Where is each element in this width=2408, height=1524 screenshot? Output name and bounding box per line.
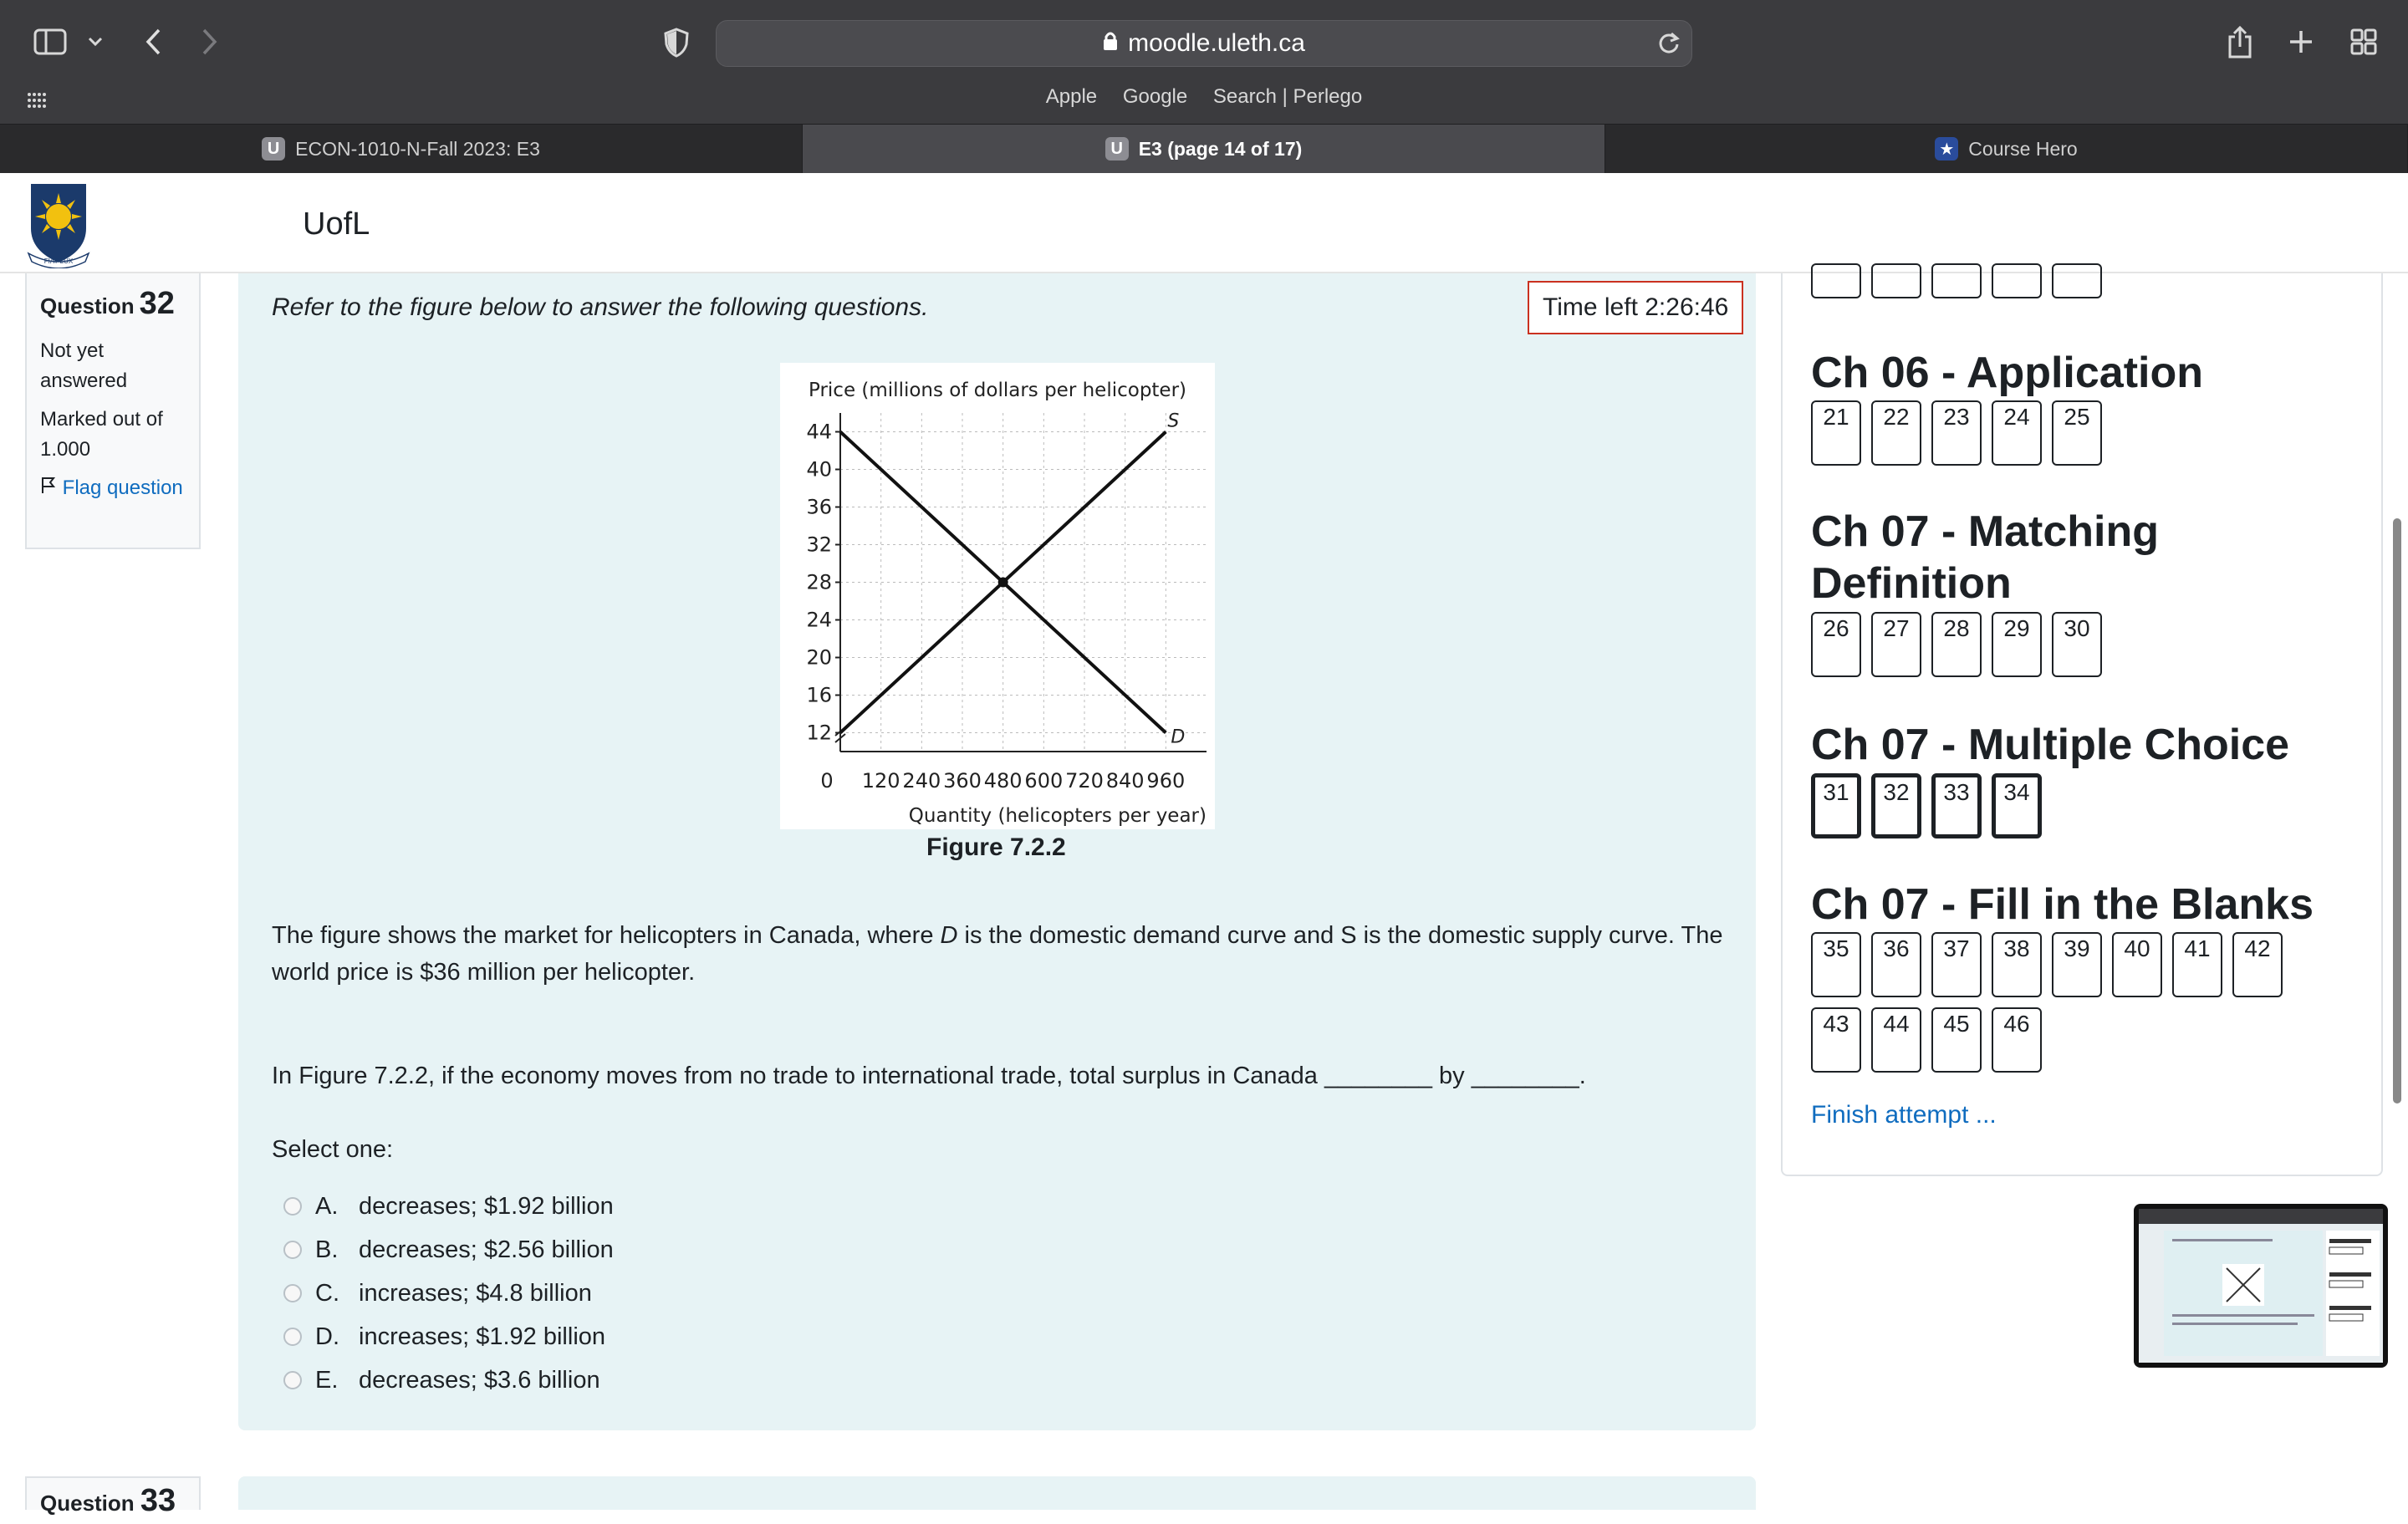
quiz-nav-button[interactable] — [1871, 263, 1921, 298]
quiz-nav-button-35[interactable]: 35 — [1811, 932, 1861, 997]
next-question-info-panel — [25, 1476, 201, 1518]
reload-icon[interactable] — [1658, 31, 1680, 61]
section-ch06-application: Ch 06 - Application — [1811, 349, 2203, 397]
quiz-nav-button-39[interactable]: 39 — [2052, 932, 2102, 997]
y-tick-label: 44 — [806, 420, 832, 444]
new-tab-icon[interactable] — [2288, 27, 2314, 57]
tab-course-hero[interactable] — [1605, 125, 2408, 173]
section-ch07-multiple-choice: Ch 07 - Multiple Choice — [1811, 721, 2290, 769]
screenshot-thumbnail-preview[interactable] — [2134, 1204, 2388, 1368]
browser-chrome — [0, 0, 2408, 173]
question-description: The figure shows the market for helicopters in Canada, where D is the domestic demand curve and S is the domestic supply curve. The world price is $36 million per helicopter. — [272, 922, 1723, 986]
uleth-crest-logo[interactable] — [25, 178, 92, 268]
question-number: Question 32 — [40, 286, 175, 321]
tab-bar — [0, 124, 2408, 173]
quiz-nav-button-21[interactable]: 21 — [1811, 400, 1861, 466]
x-tick-label: 600 — [1024, 769, 1064, 793]
uleth-favicon-icon: U — [262, 137, 285, 161]
quiz-nav-button-42[interactable]: 42 — [2232, 932, 2283, 997]
x-tick-label: 840 — [1105, 769, 1145, 793]
forward-icon[interactable] — [197, 25, 222, 59]
quiz-nav-button-32[interactable]: 32 — [1871, 773, 1921, 838]
quiz-nav-button-27[interactable]: 27 — [1871, 612, 1921, 677]
x-tick-label: 120 — [861, 769, 900, 793]
demand-label: D — [1171, 726, 1186, 748]
answer-options — [283, 1185, 614, 1402]
section-ch07-fill-blanks: Ch 07 - Fill in the Blanks — [1811, 880, 2314, 929]
y-tick-label: 40 — [806, 457, 832, 482]
quiz-nav-button-24[interactable]: 24 — [1992, 400, 2042, 466]
privacy-shield-icon[interactable] — [662, 27, 691, 59]
quiz-nav-button-43[interactable]: 43 — [1811, 1007, 1861, 1073]
quiz-nav-button-26[interactable]: 26 — [1811, 612, 1861, 677]
quiz-nav-button[interactable] — [1931, 263, 1982, 298]
flag-question-link[interactable]: Flag question — [40, 473, 186, 503]
prev-section-buttons — [1811, 263, 2346, 308]
back-icon[interactable] — [140, 25, 166, 59]
favorite-apple[interactable]: Apple — [1045, 85, 1098, 108]
x-tick-label: 360 — [943, 769, 982, 793]
figure-7-2-2 — [780, 363, 1215, 829]
quiz-nav-button-22[interactable]: 22 — [1871, 400, 1921, 466]
question-info-panel — [25, 273, 201, 549]
quiz-nav-button-31[interactable]: 31 — [1811, 773, 1861, 838]
question-intro: Refer to the figure below to answer the following questions. — [272, 293, 929, 321]
y-tick-label: 32 — [806, 533, 832, 557]
tab-quiz-page[interactable] — [803, 125, 1605, 173]
quiz-nav-button-44[interactable]: 44 — [1871, 1007, 1921, 1073]
quiz-nav-button-29[interactable]: 29 — [1992, 612, 2042, 677]
site-name[interactable]: UofL — [303, 206, 370, 242]
supply-demand-chart — [780, 363, 1215, 829]
y-tick-label: 36 — [806, 495, 832, 519]
x-tick-label: 960 — [1146, 769, 1186, 793]
finish-attempt-link[interactable]: Finish attempt ... — [1811, 1101, 1997, 1129]
radio-d[interactable] — [283, 1328, 302, 1346]
y-axis-label: Price (millions of dollars per helicopter) — [809, 380, 1187, 401]
quiz-nav-button[interactable] — [2052, 263, 2102, 298]
quiz-nav-button-38[interactable]: 38 — [1992, 932, 2042, 997]
radio-a[interactable] — [283, 1197, 302, 1216]
quiz-nav-button-30[interactable]: 30 — [2052, 612, 2102, 677]
course-hero-favicon-icon: ★ — [1935, 137, 1958, 161]
y-tick-label: 28 — [806, 570, 832, 594]
radio-b[interactable] — [283, 1241, 302, 1259]
question-card: Refer to the figure below to answer the following questions. Time left 2:26:46 12 16 20 24 28 32 36 40 44 0 120 240 360 480 600 720 840 960 S D Price (millions of dollars per helicopter) Quantity (helicopters per year) Figure 7.2.2 The figure shows the market for helicopters in Canada, where D is the domestic demand curve and S is the domestic supply curve. The world price is $36 million per helicopter. In Figure 7.2.2, if the economy moves from no trade to international trade, total surplus in Canada ________ by ________. Select one: A. decreases; $1.92 billion B. decreases; $2.56 billion C. increases; $4.8 billion D. increases; $1.92 billion E. decreases; $3.6 billion — [238, 273, 1756, 1430]
section-ch07-fill-buttons — [1811, 932, 2346, 1083]
x-axis-label: Quantity (helicopters per year) — [908, 805, 1207, 827]
share-icon[interactable] — [2226, 23, 2254, 60]
section-ch07-mc-buttons — [1811, 773, 2346, 849]
lock-icon — [1103, 29, 1118, 58]
tab-overview-icon[interactable] — [2349, 27, 2378, 57]
option-b[interactable]: B. decreases; $2.56 billion — [283, 1228, 614, 1272]
x-tick-label: 240 — [902, 769, 941, 793]
question-status: Not yet answered — [40, 339, 128, 392]
chevron-down-icon[interactable] — [87, 32, 104, 52]
equilibrium-point — [998, 578, 1008, 588]
quiz-nav-button-45[interactable]: 45 — [1931, 1007, 1982, 1073]
flag-icon — [40, 477, 63, 499]
y-tick-label: 12 — [806, 721, 832, 745]
tab-econ-course[interactable] — [0, 125, 803, 173]
y-tick-labels — [806, 421, 840, 745]
page-scrollbar[interactable] — [2393, 518, 2401, 1103]
uleth-favicon-icon: U — [1105, 137, 1129, 161]
x-tick-label: 720 — [1065, 769, 1104, 793]
x-tick-label: 0 — [820, 769, 834, 793]
favorite-google[interactable]: Google — [1122, 85, 1188, 108]
quiz-nav-button[interactable] — [1992, 263, 2042, 298]
quiz-nav-button-46[interactable]: 46 — [1992, 1007, 2042, 1073]
favorite-perlego[interactable]: Search | Perlego — [1212, 85, 1363, 108]
supply-label: S — [1167, 410, 1180, 432]
tab-label: ECON-1010-N-Fall 2023: E3 — [295, 137, 540, 160]
y-tick-label: 24 — [806, 608, 832, 632]
question-marks: Marked out of 1.000 — [40, 408, 163, 461]
section-ch07-matching-buttons — [1811, 612, 2346, 687]
x-tick-labels — [820, 769, 1185, 793]
quiz-nav-button[interactable] — [1811, 263, 1861, 298]
tab-label: E3 (page 14 of 17) — [1138, 137, 1303, 160]
quiz-nav-button-34[interactable]: 34 — [1992, 773, 2042, 838]
x-tick-label: 480 — [983, 769, 1023, 793]
select-one-label: Select one: — [272, 1136, 394, 1163]
quiz-timer: Time left 2:26:46 — [1528, 281, 1743, 334]
quiz-nav-button-36[interactable]: 36 — [1871, 932, 1921, 997]
question-prompt: In Figure 7.2.2, if the economy moves from no trade to international trade, total surplus in Canada ________ by ________. — [272, 1063, 1586, 1089]
quiz-nav-button-37[interactable]: 37 — [1931, 932, 1982, 997]
next-question-number: Question 33 — [40, 1483, 176, 1518]
logo-motto: FIAT LUX — [43, 257, 74, 265]
url-text: moodle.uleth.ca — [1128, 29, 1305, 57]
quiz-navigation — [1781, 273, 2383, 1176]
quiz-nav-button-25[interactable]: 25 — [2052, 400, 2102, 466]
chart-gridlines — [840, 410, 1207, 752]
address-bar[interactable] — [716, 20, 1692, 67]
option-d[interactable]: D. increases; $1.92 billion — [283, 1315, 614, 1358]
option-c[interactable]: C. increases; $4.8 billion — [283, 1272, 614, 1315]
quiz-nav-button-28[interactable]: 28 — [1931, 612, 1982, 677]
quiz-nav-button-40[interactable]: 40 — [2112, 932, 2162, 997]
section-ch06-buttons — [1811, 400, 2346, 476]
site-header — [0, 173, 2408, 273]
quiz-nav-button-41[interactable]: 41 — [2172, 932, 2222, 997]
y-tick-label: 16 — [806, 683, 832, 707]
y-tick-label: 20 — [806, 645, 832, 670]
favorites-bar — [0, 85, 2408, 109]
radio-c[interactable] — [283, 1284, 302, 1302]
quiz-nav-button-33[interactable]: 33 — [1931, 773, 1982, 838]
section-ch07-matching: Ch 07 - Matching Definition — [1811, 507, 2160, 608]
option-a[interactable]: A. decreases; $1.92 billion — [283, 1185, 614, 1228]
radio-e[interactable] — [283, 1371, 302, 1389]
option-e[interactable]: E. decreases; $3.6 billion — [283, 1358, 614, 1402]
sidebar-toggle-icon[interactable] — [33, 27, 67, 57]
quiz-nav-button-23[interactable]: 23 — [1931, 400, 1982, 466]
next-question-card — [238, 1476, 1756, 1510]
tab-label: Course Hero — [1968, 137, 2078, 160]
